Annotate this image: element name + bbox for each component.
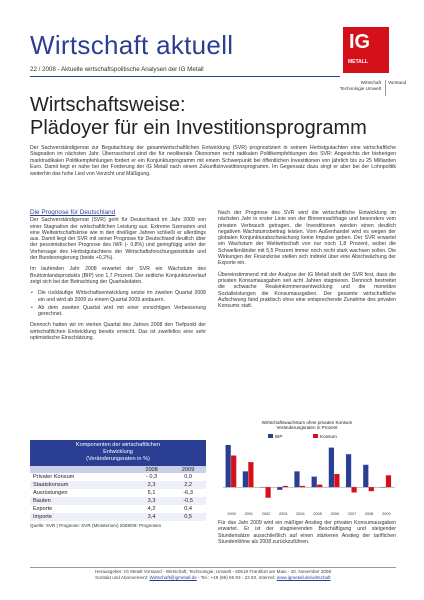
x-tick-label: 2008 bbox=[364, 511, 374, 516]
closing-paragraph: Für das Jahr 2009 wird ein mäßiger Anstieg der privaten Konsumausgaben erwartet. Er ist der stagnierenden Beschäftigung und steigender Stundensätze ausschließlich auf einen stärkeren Anstieg der tariflichen Stundenlöhne als 2008 zurückzuführen. bbox=[218, 520, 396, 545]
footer-phone: - Tel.: +49 (69) 66 93 - 23 83, Internet: bbox=[196, 575, 277, 580]
table-row bbox=[30, 473, 206, 481]
lead-paragraph: Der Sachverständigenrat zur Begutachtung der gesamtwirtschaftlichen Entwicklung (SVR) prognostiziert in seinem Herbstgutachten eine wirtschaftliche Stagnation im nächsten Jahr. Überraschend sind die für neoliberale Ökonomen recht radikalen Politikempfehlungen des SVR: Angesichts der bisherigen marktradikalen Politikempfehlungen fordert er ein Konjunkturprogramm mit einem Schwerpunkt bei öffentlichen Investitionen von jährlich bis zu 25 Milliarden Euro. Damit liegt er nahe bei der Forderung der IG Metall nach einem Zukunftsinvestitionsprogramm. Im Gegensatz dazu singt er aber bei der Lohnpolitik weiterhin das hohe Lied von Verzicht und Mäßigung. bbox=[30, 145, 396, 177]
table-title-line: Komponenten der wirtschaftlichen bbox=[75, 442, 161, 448]
bullet-item: • Ab dem zweiten Quartal wird mit einer vorsichtigen Verbesserung gerechnet. bbox=[30, 305, 206, 318]
legend-swatch-bip bbox=[268, 434, 273, 438]
x-tick-label: 2006 bbox=[330, 511, 340, 516]
section-heading: Die Prognose für Deutschland bbox=[30, 209, 116, 216]
cell-2009: 0,5 bbox=[170, 513, 206, 521]
footer-publisher: Herausgeber: IG Metall Vorstand - Wirtschaft, Technologie, Umwelt - 60519 Frankfurt am Main - 20. November 2008 bbox=[94, 569, 332, 574]
footer-contact-label: Kontakt und Abonnement: bbox=[95, 575, 150, 580]
row-label: Bauten bbox=[30, 497, 133, 505]
bar-bip-2007 bbox=[346, 454, 351, 487]
cell-2008: 4,2 bbox=[147, 506, 156, 512]
table-title-line: Entwicklung bbox=[103, 449, 133, 455]
bar-konsum-2005 bbox=[317, 484, 322, 487]
bar-bip-2000 bbox=[226, 445, 231, 487]
table-title bbox=[30, 440, 206, 466]
bar-bip-2001 bbox=[243, 471, 248, 487]
paragraph: Nach der Prognose des SVR wird die wirtschaftliche Entwicklung im nächsten Jahr in erster Linie von der Binnennachfrage und besonders vom privaten Verbrauch getragen, die Investitionen werden einen deutlich negativen Wachstumsbeitrag leisten. Vom Außenhandel wird es wegen der globalen Konjunkturabschwächung keine Impulse geben. Der SVR erwartet ein Wachstum der Weltwirtschaft von nur noch 1,8 Prozent, wobei die Schwellenländer mit 5,5 Prozent immer noch recht stark wachsen sollen. Die Wirkungen der Finanzkrise stellen sich indirekt über eine Abschwächung der Exporte ein. bbox=[218, 210, 396, 267]
left-column bbox=[30, 210, 206, 346]
table-row bbox=[30, 489, 206, 497]
table-source: Quelle: SVR | Prognose: SVR (Ministerium) 2008/09: Prognosen bbox=[30, 523, 162, 528]
paragraph: Übereinstimmend mit der Analyse der IG Metall stellt der SVR fest, dass die privaten Konsumausgaben seit acht Jahren stagnieren. Dennoch bestreitet die schwache Realeinkommensentwicklung und die monetäre Sozialleistungen die Konsumausgaben. Der gesamte wirtschaftliche Aufschwung fand praktisch ohne eine entsprechende Zunahme des privaten Konsums statt. bbox=[218, 271, 396, 310]
x-tick-label: 2001 bbox=[244, 511, 254, 516]
bar-konsum-2000 bbox=[231, 455, 236, 487]
table-header-row bbox=[30, 466, 206, 473]
logo-board: Vorstand bbox=[385, 80, 406, 96]
cell-2008: 5,1 bbox=[147, 490, 156, 496]
cell-2009: 2,2 bbox=[170, 481, 206, 489]
row-label: Importe bbox=[30, 513, 133, 521]
growth-chart bbox=[213, 420, 401, 518]
bar-konsum-2001 bbox=[248, 462, 253, 487]
bar-konsum-2003 bbox=[283, 486, 288, 487]
logo-mark: METALL bbox=[348, 59, 368, 65]
cell-2008: 3,3 bbox=[133, 497, 170, 505]
x-tick-label: 2007 bbox=[347, 511, 357, 516]
column-header bbox=[30, 466, 133, 473]
x-tick-label: 2000 bbox=[227, 511, 236, 516]
logo-glyph: IG bbox=[349, 31, 371, 53]
cell-2009: -0,5 bbox=[170, 497, 206, 505]
headline bbox=[30, 94, 400, 140]
cell-2008: 3,4 bbox=[133, 513, 170, 521]
newsletter-title: Wirtschaft aktuell bbox=[30, 30, 234, 60]
bar-konsum-2007 bbox=[351, 487, 356, 492]
cell-2009: -6,3 bbox=[183, 490, 193, 496]
table-title-line: (Veränderungsraten in %) bbox=[86, 456, 150, 462]
column-header: 2008 bbox=[133, 466, 170, 473]
table-row bbox=[30, 513, 206, 521]
email-link[interactable]: Wirtschaft@igmetall.de bbox=[149, 575, 197, 580]
footer bbox=[30, 567, 396, 581]
bar-bip-2004 bbox=[294, 471, 299, 487]
bar-bip-2006 bbox=[329, 447, 334, 487]
headline-kicker: Wirtschaftsweise: bbox=[30, 94, 186, 116]
row-label: Ausrüstungen bbox=[33, 490, 68, 496]
cell-2008: 2,3 bbox=[133, 481, 170, 489]
paragraph: Im laufenden Jahr 2008 erwartet der SVR ein Wachstum des Bruttoinlandsprodukts (BIP) von 1,7 Prozent. Der zeitliche Konjunkturverlauf zeigt sich bei der Betrachtung der Quartalsdaten. bbox=[30, 266, 206, 285]
bar-konsum-2006 bbox=[334, 474, 339, 487]
table-row bbox=[30, 497, 206, 505]
table-row bbox=[30, 505, 206, 513]
bar-konsum-2008 bbox=[369, 487, 374, 491]
bar-bip-2008 bbox=[363, 465, 368, 487]
cell-2009: 0,9 bbox=[184, 474, 192, 480]
legend-label: Konsum bbox=[320, 433, 337, 439]
bar-konsum-2002 bbox=[265, 487, 270, 498]
column-header: 2009 bbox=[170, 466, 206, 473]
row-label: Staatskonsum bbox=[30, 481, 133, 489]
issue-subtitle: 22 / 2008 - Aktuelle wirtschaftspolitische Analysen der IG Metall bbox=[30, 66, 204, 73]
chart-plot bbox=[213, 431, 401, 517]
headline-title: Plädoyer für ein Investitionsprogramm bbox=[30, 117, 367, 139]
legend-swatch-konsum bbox=[313, 434, 318, 438]
data-table bbox=[30, 466, 206, 521]
bar-konsum-2009 bbox=[386, 475, 391, 487]
row-label: Exporte bbox=[33, 506, 53, 512]
components-table bbox=[30, 440, 206, 528]
x-tick-label: 2005 bbox=[313, 511, 322, 516]
bar-bip-2005 bbox=[312, 476, 317, 487]
x-tick-label: 2003 bbox=[278, 511, 288, 516]
legend-label: BIP bbox=[275, 433, 283, 439]
logo-department: Wirtschaft Technologie Umwelt bbox=[339, 80, 381, 91]
bullet-list bbox=[30, 290, 206, 317]
right-column bbox=[218, 210, 396, 314]
paragraph: Der Sachverständigenrat (SVR) geht für Deutschland im Jahr 2009 von einer Stagnation der wirtschaftlichen Leistung aus. Extreme Szenarien und eine Weltwirtschaftskrise wie in den dreißiger Jahren schließt er allerdings aus. Damit liegt der SVR mit seiner Prognose für Deutschland deutlich über der pessimistischen Prognose des IWF (- 0,8%) und geringfügig unter der Vorhersage des Herbstgutachtens der Wirtschaftsforschungsinstitute und der Bundesregierung (beide +0,2%). bbox=[30, 217, 206, 262]
masthead bbox=[30, 30, 330, 77]
x-tick-label: 2002 bbox=[261, 511, 271, 516]
paragraph: Dennoch hatten wir im vierten Quartal des Jahres 2008 den Tiefpunkt der wirtschaftlichen Entwicklung bereits erreicht. Das ist zweifellos eine sehr optimistische Einschätzung. bbox=[30, 322, 206, 342]
x-tick-label: 2004 bbox=[296, 511, 305, 516]
bar-bip-2003 bbox=[277, 487, 282, 490]
chart-subtitle: Veränderungsraten in Prozent bbox=[276, 425, 338, 431]
chart-title: Wirtschaftswachstum ohne privaten Konsum bbox=[261, 420, 353, 425]
table-row bbox=[30, 481, 206, 489]
x-tick-label: 2009 bbox=[382, 511, 391, 516]
cell-2009: 0,4 bbox=[184, 506, 192, 512]
cell-2008: - 0,3 bbox=[145, 474, 158, 480]
row-label: Privater Konsum bbox=[33, 474, 75, 480]
footer-contact bbox=[30, 575, 396, 581]
bullet-item: • Die rückläufige Wirtschaftsentwicklung setzte im zweiten Quartal 2008 ein und wird ab 2009 zu einem Quartal 2009 andauern. bbox=[30, 290, 206, 303]
ig-metall-logo bbox=[343, 27, 389, 73]
masthead-rule bbox=[30, 76, 340, 77]
bar-konsum-2004 bbox=[300, 486, 305, 487]
website-link[interactable]: www.igmetall.de/wirtschaft bbox=[276, 575, 331, 580]
